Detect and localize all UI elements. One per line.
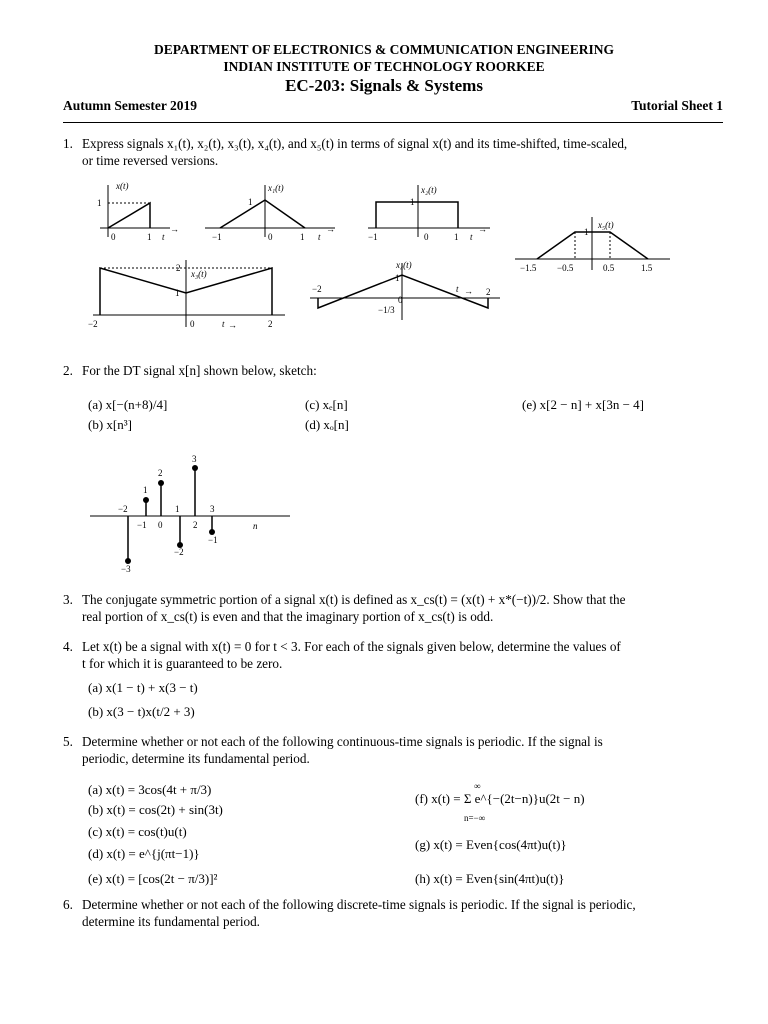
- x4-tick: −2: [312, 284, 322, 294]
- x4-tick: 2: [486, 287, 491, 297]
- x5-tick: 1: [584, 227, 589, 237]
- n-tick: 3: [210, 504, 215, 514]
- part-a: (a) x(t) = 3cos(4t + π/3): [88, 782, 212, 797]
- part-c: (c) xₑ[n]: [305, 397, 348, 412]
- header-rule: [63, 122, 723, 123]
- part-f: (f) x(t) = Σ e^{−(2t−n)}u(2t − n): [415, 791, 585, 806]
- svg-text:→: →: [326, 224, 335, 234]
- x4-tick: 1: [395, 273, 400, 283]
- question-text: For the DT signal x[n] shown below, sketch:: [82, 363, 317, 378]
- x4-tick: t: [456, 284, 459, 294]
- part-a: (a) x(1 − t) + x(3 − t): [88, 680, 198, 695]
- x3-tick: 1: [175, 288, 180, 298]
- plot-x3: [93, 260, 285, 327]
- question-number: 1.: [63, 136, 73, 151]
- x-label: x(t): [116, 181, 129, 191]
- part-b: (b) x(3 − t)x(t/2 + 3): [88, 704, 195, 719]
- part-e: (e) x[2 − n] + x[3n − 4]: [522, 397, 644, 412]
- department-title: DEPARTMENT OF ELECTRONICS & COMMUNICATION ENGINEERING: [154, 42, 614, 57]
- question-number: 6.: [63, 897, 73, 912]
- svg-text:→: →: [170, 224, 179, 234]
- question-text-line1: Let x(t) be a signal with x(t) = 0 for t < 3. For each of the signals given below, determine the values of: [82, 639, 621, 654]
- question-number: 4.: [63, 639, 73, 654]
- x5-tick: −1.5: [520, 263, 537, 273]
- part-d: (d) x(t) = e^{j(πt−1)}: [88, 846, 200, 861]
- part-g: (g) x(t) = Even{cos(4πt)u(t)}: [415, 837, 567, 852]
- x-tick: 1: [97, 198, 102, 208]
- x-tick: t: [162, 232, 165, 242]
- question-text-line2: or time reversed versions.: [82, 153, 219, 168]
- part-h: (h) x(t) = Even{sin(4πt)u(t)}: [415, 871, 565, 886]
- svg-text:→: →: [228, 320, 237, 330]
- x4-label: x₄(t): [396, 260, 412, 270]
- n-tick: −2: [118, 504, 128, 514]
- institute-title: INDIAN INSTITUTE OF TECHNOLOGY ROORKEE: [223, 59, 545, 74]
- plot-x: [100, 185, 170, 237]
- n-tick: −1: [137, 520, 147, 530]
- x1-tick: 1: [248, 197, 253, 207]
- x2-tick: 1: [410, 197, 415, 207]
- part-b: (b) x[n³]: [88, 417, 132, 432]
- x1-tick: −1: [212, 232, 222, 242]
- value-label: −2: [174, 547, 184, 557]
- question-number: 3.: [63, 592, 73, 607]
- signal-figures: [0, 175, 768, 340]
- question-text-line2: t for which it is guaranteed to be zero.: [82, 656, 283, 671]
- part-c: (c) x(t) = cos(t)u(t): [88, 824, 187, 839]
- n-tick: 1: [175, 504, 180, 514]
- svg-text:→: →: [478, 224, 487, 234]
- sheet-label: Tutorial Sheet 1: [631, 98, 723, 113]
- x1-tick: t: [318, 232, 321, 242]
- value-label: 2: [158, 468, 163, 478]
- x5-label: x₅(t): [598, 220, 614, 230]
- x4-tick: −1/3: [378, 305, 395, 315]
- x-tick: 1: [147, 232, 152, 242]
- x3-tick: t: [222, 319, 225, 329]
- n-tick: 0: [158, 520, 163, 530]
- x2-tick: −1: [368, 232, 378, 242]
- x4-tick: 0: [398, 295, 403, 305]
- x3-tick: 2: [176, 263, 181, 273]
- question-text-line1: The conjugate symmetric portion of a signal x(t) is defined as x_cs(t) = (x(t) + x*(−t))/2. Show that the: [82, 592, 626, 607]
- part-d: (d) xₒ[n]: [305, 417, 349, 432]
- x2-tick: 1: [454, 232, 459, 242]
- part-b: (b) x(t) = cos(2t) + sin(3t): [88, 802, 223, 817]
- sum-lower-limit: n=−∞: [464, 813, 486, 823]
- n-axis-label: n: [253, 521, 258, 531]
- x3-label: x₃(t): [191, 269, 207, 279]
- svg-text:→: →: [464, 286, 473, 296]
- sum-upper-limit: ∞: [474, 781, 481, 791]
- question-number: 5.: [63, 734, 73, 749]
- semester-label: Autumn Semester 2019: [63, 98, 197, 113]
- question-text-line2: determine its fundamental period.: [82, 914, 260, 929]
- course-title: EC-203: Signals & Systems: [285, 76, 483, 95]
- x5-tick: −0.5: [557, 263, 574, 273]
- x1-label: x₁(t): [268, 183, 284, 193]
- value-label: 3: [192, 454, 197, 464]
- x-tick: 0: [111, 232, 116, 242]
- value-label: 1: [143, 485, 148, 495]
- x2-tick: t: [470, 232, 473, 242]
- x1-tick: 1: [300, 232, 305, 242]
- question-text-line1: Determine whether or not each of the following discrete-time signals is periodic. If the signal is periodic,: [82, 897, 636, 912]
- x1-tick: 0: [268, 232, 273, 242]
- part-e: (e) x(t) = [cos(2t − π/3)]²: [88, 871, 218, 886]
- x3-tick: 0: [190, 319, 195, 329]
- n-tick: 2: [193, 520, 198, 530]
- part-a: (a) x[−(n+8)/4]: [88, 397, 168, 412]
- value-label: −3: [121, 564, 131, 574]
- question-text-line2: real portion of x_cs(t) is even and that the imaginary portion of x_cs(t) is odd.: [82, 609, 494, 624]
- question-text-line1: Express signals x₁(t), x₂(t), x₃(t), x₄(t), and x₅(t) in terms of signal x(t) and its time-shifted, time-scaled,: [82, 136, 628, 151]
- value-label: −1: [208, 535, 218, 545]
- x5-tick: 1.5: [641, 263, 653, 273]
- question-number: 2.: [63, 363, 73, 378]
- question-text-line2: periodic, determine its fundamental period.: [82, 751, 310, 766]
- dt-stem-plot: [90, 450, 290, 575]
- x3-tick: 2: [268, 319, 273, 329]
- x2-tick: 0: [424, 232, 429, 242]
- x2-label: x₂(t): [421, 185, 437, 195]
- question-text-line1: Determine whether or not each of the following continuous-time signals is periodic. If the signal is: [82, 734, 603, 749]
- x3-tick: −2: [88, 319, 98, 329]
- x5-tick: 0.5: [603, 263, 615, 273]
